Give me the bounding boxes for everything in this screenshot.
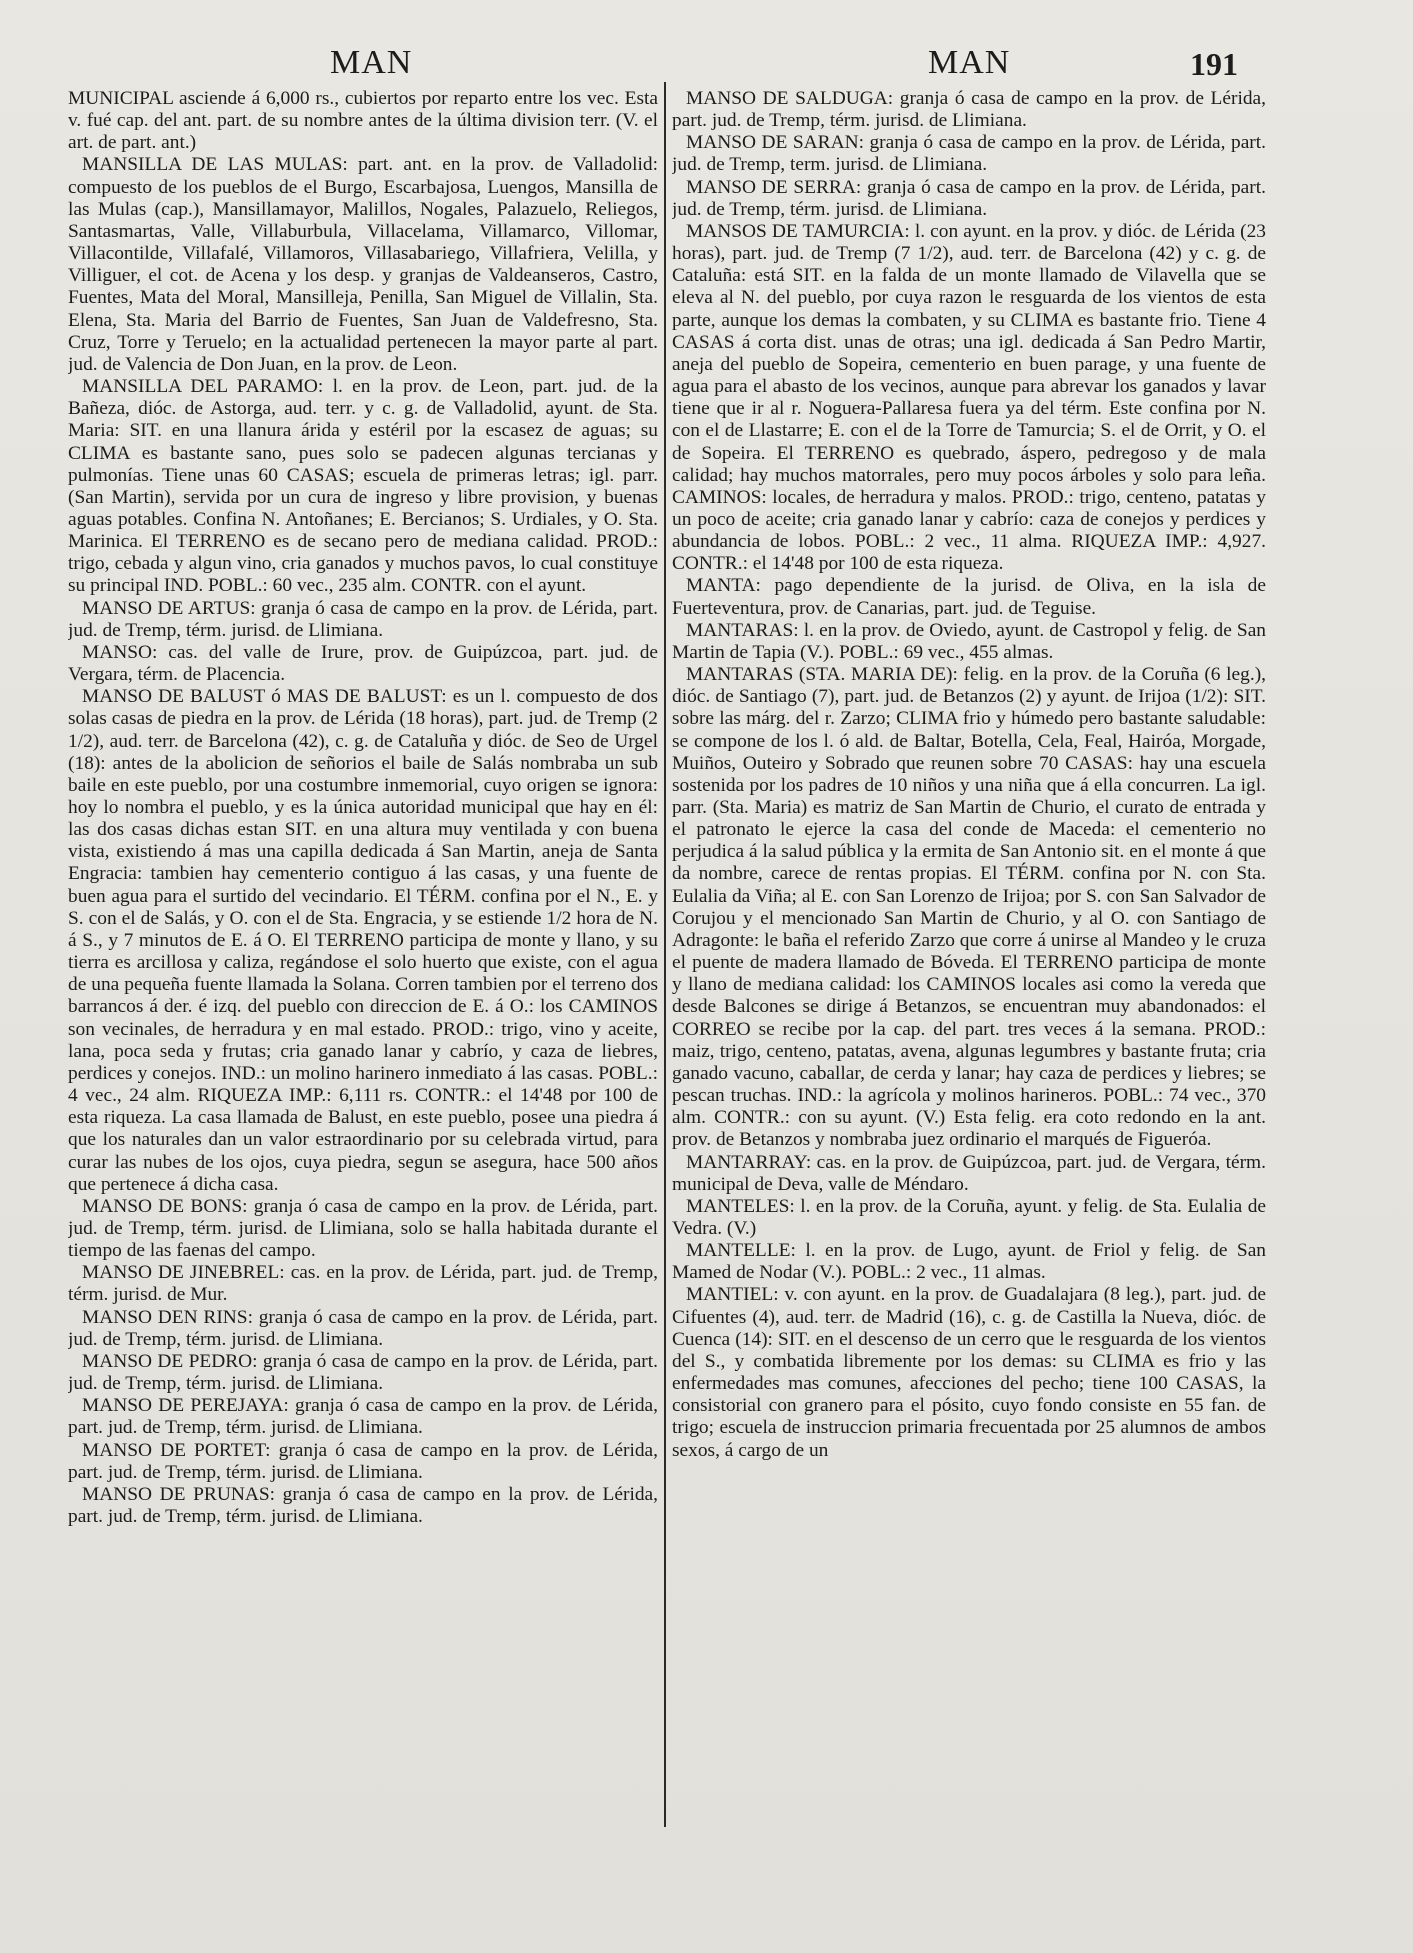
- entry-paragraph: MANSO DE SERRA: granja ó casa de campo en la prov. de Lérida, part. jud. de Tremp, térm. jurisd. de Llimiana.: [672, 176, 1266, 220]
- entry-paragraph: MANTIEL: v. con ayunt. en la prov. de Guadalajara (8 leg.), part. jud. de Cifuentes (4), aud. terr. de Madrid (16), c. g. de Castilla la Nueva, dióc. de Cuenca (14): SIT. en el descenso de un cerro que le resguarda de los vientos del S., y combatida libremente por los demas: su CLIMA es frio y las enfermedades mas comunes, afecciones del pecho; tiene 100 CASAS, la consistorial con granero para el pósito, cuyo fondo consiste en 55 fan. de trigo; escuela de instruccion primaria frecuentada por 25 alumnos de ambos sexos, á cargo de un: [672, 1284, 1266, 1461]
- right-running-head: MAN: [928, 44, 1011, 81]
- entry-paragraph: MANSO DE SALDUGA: granja ó casa de campo en la prov. de Lérida, part. jud. de Tremp, térm. jurisd. de Llimiana.: [672, 88, 1266, 132]
- entry-paragraph: MUNICIPAL asciende á 6,000 rs., cubiertos por reparto entre los vec. Esta v. fué cap. del ant. part. de su nombre antes de la última division terr. (V. el art. de part. ant.): [68, 88, 658, 154]
- entry-paragraph: MANSO DE BONS: granja ó casa de campo en la prov. de Lérida, part. jud. de Tremp, térm. jurisd. de Llimiana, solo se halla habitada durante el tiempo de las faenas del campo.: [68, 1195, 658, 1262]
- entry-paragraph: MANSO DE ARTUS: granja ó casa de campo en la prov. de Lérida, part. jud. de Tremp, térm. jurisd. de Llimiana.: [68, 597, 658, 641]
- entry-paragraph: MANSO DE BALUST ó MAS DE BALUST: es un l. compuesto de dos solas casas de piedra en la prov. de Lérida (18 horas), part. jud. de Tremp (2 1/2), aud. terr. de Barcelona (42), c. g. de Cataluña y dióc. de Seo de Urgel (18): antes de la abolicion de señorios el baile de Salás nombraba un sub baile en este pueblo, por una costumbre inmemorial, cuyo origen se ignora: hoy lo nombra el pueblo, y es la única autoridad municipal que hay en él: las dos casas dichas estan SIT. en una altura muy ventilada y con buena vista, existiendo á mas una capilla dedicada á San Martin, aneja de Santa Engracia: tambien hay cementerio contiguo á las casas, y una fuente de buen agua para el surtido del vecindario. El TÉRM. confina por el N., E. y S. con el de Salás, y O. con el de Sta. Engracia, y se estiende 1/2 hora de N. á S., y 7 minutos de E. á O. El TERRENO participa de monte y llano, y su tierra es arcillosa y caliza, regándose el solo huerto que existe, con el agua de una pequeña fuente llamada la Solana. Corren tambien por el terreno dos barrancos á der. é izq. del pueblo con direccion de E. á O.: los CAMINOS son vecinales, de herradura y en mal estado. PROD.: trigo, vino y aceite, lana, poca seda y frutas; cria ganado lanar y cabrío, y caza de liebres, perdices y conejos. IND.: un molino harinero inmediato á las casas. POBL.: 4 vec., 24 alm. RIQUEZA IMP.: 6,111 rs. CONTR.: el 14'48 por 100 de esta riqueza. La casa llamada de Balust, en este pueblo, posee una piedra á que los naturales dan un valor estraordinario por su celebrada virtud, para curar las nubes de los ojos, cuya piedra, segun se asegura, hace 500 años que pertenece á dicha casa.: [68, 686, 658, 1195]
- page-number: 191: [1190, 46, 1238, 82]
- entry-paragraph: MANSILLA DEL PARAMO: l. en la prov. de Leon, part. jud. de la Bañeza, dióc. de Astorga, aud. terr. y c. g. de Valladolid, ayunt. de Sta. Maria: SIT. en una llanura árida y estéril por la escasez de aguas; su CLIMA es bastante sano, pues solo se padecen algunas tercianas y pulmonías. Tiene unas 60 CASAS; escuela de primeras letras; igl. parr. (San Martin), servida por un cura de ingreso y libre provision, y buenas aguas potables. Confina N. Antoñanes; E. Bercianos; S. Urdiales, y O. Sta. Marinica. El TERRENO es de secano pero de mediana calidad. PROD.: trigo, cebada y algun vino, cria ganados y muchos pavos, lo cual constituye su principal IND. POBL.: 60 vec., 235 alm. CONTR. con el ayunt.: [68, 376, 658, 597]
- entry-paragraph: MANSO DEN RINS: granja ó casa de campo en la prov. de Lérida, part. jud. de Tremp, térm. jurisd. de Llimiana.: [68, 1306, 658, 1350]
- entry-paragraph: MANTARAS (STA. MARIA DE): felig. en la prov. de la Coruña (6 leg.), dióc. de Santiago (7), part. jud. de Betanzos (2) y ayunt. de Irijoa (1/2): SIT. sobre las márg. del r. Zarzo; CLIMA frio y húmedo pero bastante saludable: se compone de los l. ó ald. de Baltar, Botella, Cela, Feal, Hairóa, Morgade, Muiños, Outeiro y Sobrado que reunen sobre 70 CASAS: hay una escuela sostenida por los padres de 10 niños y una niña que á ella concurren. La igl. parr. (Sta. Maria) es matriz de San Martin de Churio, el curato de entrada y el patronato le ejerce la casa del conde de Maceda: el cementerio no perjudica á la salud pública y la ermita de San Antonio sit. en el monte á que da nombre, carece de rentas propias. El TÉRM. confina por N. con Sta. Eulalia da Viña; al E. con San Lorenzo de Irijoa; por S. con San Salvador de Corujou y el mencionado San Martin de Churio, y al O. con Santiago de Adragonte: le baña el referido Zarzo que corre á unirse al Mandeo y le cruza el puente de madera llamado de Bóveda. El TERRENO participa de monte y llano de mediana calidad: los CAMINOS locales asi como la vereda que desde Balcones se dirige á Betanzos, se encuentran muy abandonados: el CORREO se recibe por la cap. del part. tres veces á la semana. PROD.: maiz, trigo, centeno, patatas, avena, algunas legumbres y bastante fruta; cria ganado vacuno, caballar, de cerda y lanar; hay caza de perdices y liebres; se pescan truchas. IND.: la agrícola y molinos harineros. POBL.: 74 vec., 370 alm. CONTR.: con su ayunt. (V.) Esta felig. era coto redondo en la ant. prov. de Betanzos y nombraba juez ordinario el marqués de Figueróa.: [672, 664, 1266, 1151]
- entry-paragraph: MANSO DE PRUNAS: granja ó casa de campo en la prov. de Lérida, part. jud. de Tremp, térm. jurisd. de Llimiana.: [68, 1483, 658, 1527]
- entry-paragraph: MANSO DE PEREJAYA: granja ó casa de campo en la prov. de Lérida, part. jud. de Tremp, térm. jurisd. de Llimiana.: [68, 1395, 658, 1439]
- column-divider: [664, 82, 666, 1827]
- entry-paragraph: MANTA: pago dependiente de la jurisd. de Oliva, en la isla de Fuerteventura, prov. de Canarias, part. jud. de Teguise.: [672, 575, 1266, 619]
- entry-paragraph: MANSO DE PEDRO: granja ó casa de campo en la prov. de Lérida, part. jud. de Tremp, térm. jurisd. de Llimiana.: [68, 1350, 658, 1395]
- entry-paragraph: MANSILLA DE LAS MULAS: part. ant. en la prov. de Valladolid: compuesto de los pueblos de el Burgo, Escarbajosa, Luengos, Mansilla de las Mulas (cap.), Mansillamayor, Malillos, Nogales, Palazuelo, Reliegos, Santasmartas, Valle, Villaburbula, Villacelama, Villamarco, Villomar, Villacontilde, Villafalé, Villamoros, Villasabariego, Villafriera, Velilla, y Villiguer, el cot. de Acena y los desp. y granjas de Valdeanseros, Castro, Fuentes, Mata del Moral, Mansilleja, Penilla, San Miguel de Villalin, Sta. Elena, Sta. Maria del Barrio de Fuentes, San Juan de Valdefresno, Sta. Cruz, Torre y Teruelo; en la actualidad pertenecen la mayor parte al part. jud. de Valencia de Don Juan, en la prov. de Leon.: [68, 154, 658, 375]
- entry-paragraph: MANSOS DE TAMURCIA: l. con ayunt. en la prov. y dióc. de Lérida (23 horas), part. jud. de Tremp (7 1/2), aud. terr. de Barcelona (42) y c. g. de Cataluña: está SIT. en la falda de un monte llamado de Vilavella que se eleva al N. del pueblo, por cuya razon le resguarda de los vientos de esta parte, aunque los demas la combaten, y su CLIMA es bastante frio. Tiene 4 CASAS á corta dist. unas de otras; una igl. dedicada á San Pedro Martir, aneja del pueblo de Sopeira, cementerio en buen parage, y una fuente de agua para el abasto de los vecinos, aunque para abrevar los ganados y lavar tiene que ir al r. Noguera-Pallaresa fuera ya del térm. Este confina por N. con el de Llastarre; E. con el de la Torre de Tamurcia; S. el de Orrit, y O. el de Sopeira. El TERRENO es quebrado, áspero, pedregoso y de mala calidad; hay muchos matorrales, pero muy pocos árboles y solo para leña. CAMINOS: locales, de herradura y malos. PROD.: trigo, centeno, patatas y un poco de aceite; cria ganado lanar y cabrío: caza de conejos y perdices y abundancia de lobos. POBL.: 2 vec., 11 alma. RIQUEZA IMP.: 4,927. CONTR.: el 14'48 por 100 de esta riqueza.: [672, 220, 1266, 575]
- entry-paragraph: MANTARAS: l. en la prov. de Oviedo, ayunt. de Castropol y felig. de San Martin de Tapia (V.). POBL.: 69 vec., 455 almas.: [672, 619, 1266, 663]
- right-column: [672, 88, 1266, 1833]
- entry-paragraph: MANSO DE PORTET: granja ó casa de campo en la prov. de Lérida, part. jud. de Tremp, térm. jurisd. de Llimiana.: [68, 1439, 658, 1483]
- entry-paragraph: MANTARRAY: cas. en la prov. de Guipúzcoa, part. jud. de Vergara, térm. municipal de Deva, valle de Méndaro.: [672, 1151, 1266, 1195]
- left-running-head: MAN: [330, 44, 413, 81]
- entry-paragraph: MANSO DE JINEBREL: cas. en la prov. de Lérida, part. jud. de Tremp, térm. jurisd. de Mur.: [68, 1262, 658, 1306]
- entry-paragraph: MANSO: cas. del valle de Irure, prov. de Guipúzcoa, part. jud. de Vergara, térm. de Placencia.: [68, 641, 658, 686]
- entry-paragraph: MANTELLE: l. en la prov. de Lugo, ayunt. de Friol y felig. de San Mamed de Nodar (V.). POBL.: 2 vec., 11 almas.: [672, 1240, 1266, 1284]
- entry-paragraph: MANTELES: l. en la prov. de la Coruña, ayunt. y felig. de Sta. Eulalia de Vedra. (V.): [672, 1195, 1266, 1239]
- entry-paragraph: MANSO DE SARAN: granja ó casa de campo en la prov. de Lérida, part. jud. de Tremp, term. jurisd. de Llimiana.: [672, 132, 1266, 176]
- left-column: [68, 88, 658, 1833]
- page-header: [0, 44, 1413, 84]
